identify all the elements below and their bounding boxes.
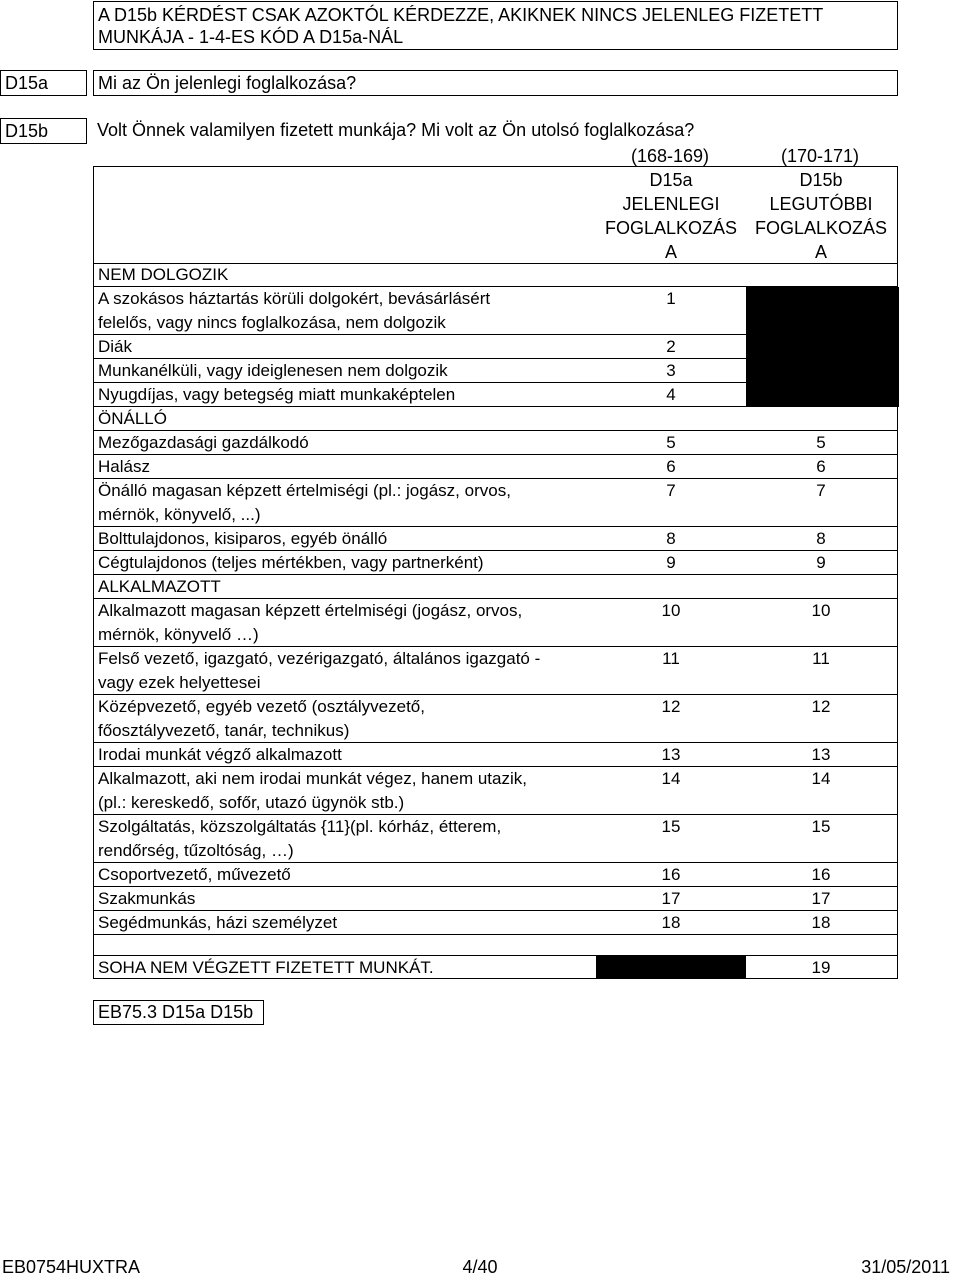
code-c2: 16 xyxy=(811,865,831,884)
code-c1: 8 xyxy=(666,529,676,548)
code-c1: 7 xyxy=(666,481,676,500)
blocked-cell xyxy=(746,335,899,359)
question-code-box-d15b xyxy=(0,118,87,144)
code-c2: 11 xyxy=(812,649,830,668)
code-c2: 18 xyxy=(811,913,831,932)
code-c1: 15 xyxy=(661,817,681,836)
blocked-cell xyxy=(746,287,899,335)
row-label-cont: vagy ezek helyettesei xyxy=(98,673,261,692)
row-label: Munkanélküli, vagy ideiglenesen nem dolgozik xyxy=(98,361,448,380)
footer-date: 31/05/2011 xyxy=(861,1257,950,1277)
footer-left: EB0754HUXTRA xyxy=(2,1257,141,1277)
code-c2: 7 xyxy=(816,481,826,500)
row-label: Szakmunkás xyxy=(98,889,196,908)
code-c2: 19 xyxy=(811,958,831,977)
column-header-c1-line1: JELENLEGI xyxy=(622,194,720,214)
row-label: SOHA NEM VÉGZETT FIZETETT MUNKÁT. xyxy=(98,958,434,977)
question-code: D15a xyxy=(5,73,49,93)
row-label: Cégtulajdonos (teljes mértékben, vagy partnerként) xyxy=(98,553,484,572)
row-label: Nyugdíjas, vagy betegség miatt munkaképtelen xyxy=(98,385,456,404)
row-label: Mezőgazdasági gazdálkodó xyxy=(98,433,309,452)
reference-text: EB75.3 D15a D15b xyxy=(98,1002,254,1022)
section-label: ÖNÁLLÓ xyxy=(98,409,167,428)
reference-box xyxy=(93,1000,264,1025)
footer-page-number: 4/40 xyxy=(462,1257,498,1277)
instruction-line-1: A D15b KÉRDÉST CSAK AZOKTÓL KÉRDEZZE, AKIKNEK NINCS JELENLEG FIZETETT xyxy=(98,5,824,25)
code-c1: 14 xyxy=(661,769,681,788)
column-header-c1-line2: FOGLALKOZÁS xyxy=(604,218,738,238)
row-label: Önálló magasan képzett értelmiségi (pl.: jogász, orvos, xyxy=(98,481,511,500)
row-label: Alkalmazott, aki nem irodai munkát végez, hanem utazik, xyxy=(98,769,527,788)
row-label: Szolgáltatás, közszolgáltatás {11}(pl. kórház, étterem, xyxy=(98,817,502,836)
code-c2: 5 xyxy=(816,433,826,452)
column-range-c2: (170-171) xyxy=(780,146,860,166)
column-header-c2-code: D15b xyxy=(799,170,843,190)
row-label: Diák xyxy=(98,337,133,356)
table-row xyxy=(93,767,898,815)
table-row xyxy=(93,335,898,359)
code-c1: 18 xyxy=(661,913,681,932)
table-row xyxy=(93,551,898,575)
row-label: Irodai munkát végző alkalmazott xyxy=(98,745,342,764)
row-label: Halász xyxy=(98,457,150,476)
question-text: Mi az Ön jelenlegi foglalkozása? xyxy=(98,73,357,93)
row-label-cont: mérnök, könyvelő, ...) xyxy=(98,505,261,524)
code-c2: 15 xyxy=(811,817,831,836)
column-header-c1-code: D15a xyxy=(649,170,693,190)
code-c1: 12 xyxy=(661,697,681,716)
table-row xyxy=(93,887,898,911)
row-label-cont: felelős, vagy nincs foglalkozása, nem dolgozik xyxy=(98,313,446,332)
code-c1: 9 xyxy=(666,553,676,572)
code-c2: 9 xyxy=(816,553,826,572)
table-row xyxy=(93,287,898,335)
row-label: Felső vezető, igazgató, vezérigazgató, általános igazgató - xyxy=(98,649,541,668)
code-c1: 6 xyxy=(666,457,676,476)
column-header-c2-line2: FOGLALKOZÁS xyxy=(754,218,888,238)
blocked-cell xyxy=(746,359,899,383)
table-row xyxy=(93,359,898,383)
table-row xyxy=(93,647,898,695)
never-worked-row xyxy=(93,955,898,979)
table-row xyxy=(93,431,898,455)
code-c1: 13 xyxy=(661,745,681,764)
table-row xyxy=(93,455,898,479)
code-c2: 6 xyxy=(816,457,826,476)
section-header-alkalmazott xyxy=(93,575,898,599)
row-label-cont: rendőrség, tűzoltóság, …) xyxy=(98,841,294,860)
code-c1: 17 xyxy=(661,889,681,908)
row-label: Bolttulajdonos, kisiparos, egyéb önálló xyxy=(98,529,388,548)
row-label-cont: főosztályvezető, tanár, technikus) xyxy=(98,721,350,740)
code-c1: 1 xyxy=(666,289,676,308)
row-label: Csoportvezető, művezető xyxy=(98,865,291,884)
table-row xyxy=(93,599,898,647)
code-c1: 2 xyxy=(666,337,676,356)
code-c2: 12 xyxy=(811,697,831,716)
table-row xyxy=(93,815,898,863)
row-label: Alkalmazott magasan képzett értelmiségi (jogász, orvos, xyxy=(98,601,523,620)
column-header-c2-line1: LEGUTÓBBI xyxy=(769,194,873,214)
instruction-line-2: MUNKÁJA - 1-4-ES KÓD A D15a-NÁL xyxy=(98,27,404,47)
code-c1: 10 xyxy=(661,601,681,620)
column-header-c2-line3: A xyxy=(814,242,827,262)
row-label: Középvezető, egyéb vezető (osztályvezető, xyxy=(98,697,425,716)
column-header-box xyxy=(93,166,898,264)
code-c1: 4 xyxy=(666,385,676,404)
code-c2: 13 xyxy=(811,745,831,764)
question-code-box-d15a xyxy=(0,70,87,96)
instruction-box xyxy=(93,1,898,50)
section-header-onallo xyxy=(93,407,898,431)
table-row xyxy=(93,383,898,407)
question-code: D15b xyxy=(5,121,49,141)
question-text-box-d15a xyxy=(93,70,898,96)
row-label-cont: mérnök, könyvelő …) xyxy=(98,625,259,644)
blank-row xyxy=(93,935,898,956)
table-row xyxy=(93,911,898,935)
table-row xyxy=(93,863,898,887)
code-c2: 14 xyxy=(811,769,831,788)
column-header-c1-line3: A xyxy=(664,242,677,262)
blocked-cell xyxy=(596,956,746,978)
code-c1: 5 xyxy=(666,433,676,452)
code-c1: 11 xyxy=(662,649,680,668)
row-label: Segédmunkás, házi személyzet xyxy=(98,913,338,932)
row-label-cont: (pl.: kereskedő, sofőr, utazó ügynök stb.) xyxy=(98,793,405,812)
column-range-c1: (168-169) xyxy=(630,146,710,166)
code-c2: 17 xyxy=(811,889,831,908)
section-label: ALKALMAZOTT xyxy=(98,577,221,596)
code-c2: 10 xyxy=(811,601,831,620)
blocked-cell xyxy=(746,383,899,407)
code-c1: 16 xyxy=(661,865,681,884)
table-row xyxy=(93,695,898,743)
table-row xyxy=(93,743,898,767)
code-c2: 8 xyxy=(816,529,826,548)
row-label: A szokásos háztartás körüli dolgokért, bevásárlásért xyxy=(98,289,491,308)
section-header-nem-dolgozik xyxy=(93,263,898,287)
code-c1: 3 xyxy=(666,361,676,380)
question-text-d15b: Volt Önnek valamilyen fizetett munkája? Mi volt az Ön utolsó foglalkozása? xyxy=(97,120,695,140)
table-row xyxy=(93,527,898,551)
section-label: NEM DOLGOZIK xyxy=(98,265,229,284)
table-row xyxy=(93,479,898,527)
